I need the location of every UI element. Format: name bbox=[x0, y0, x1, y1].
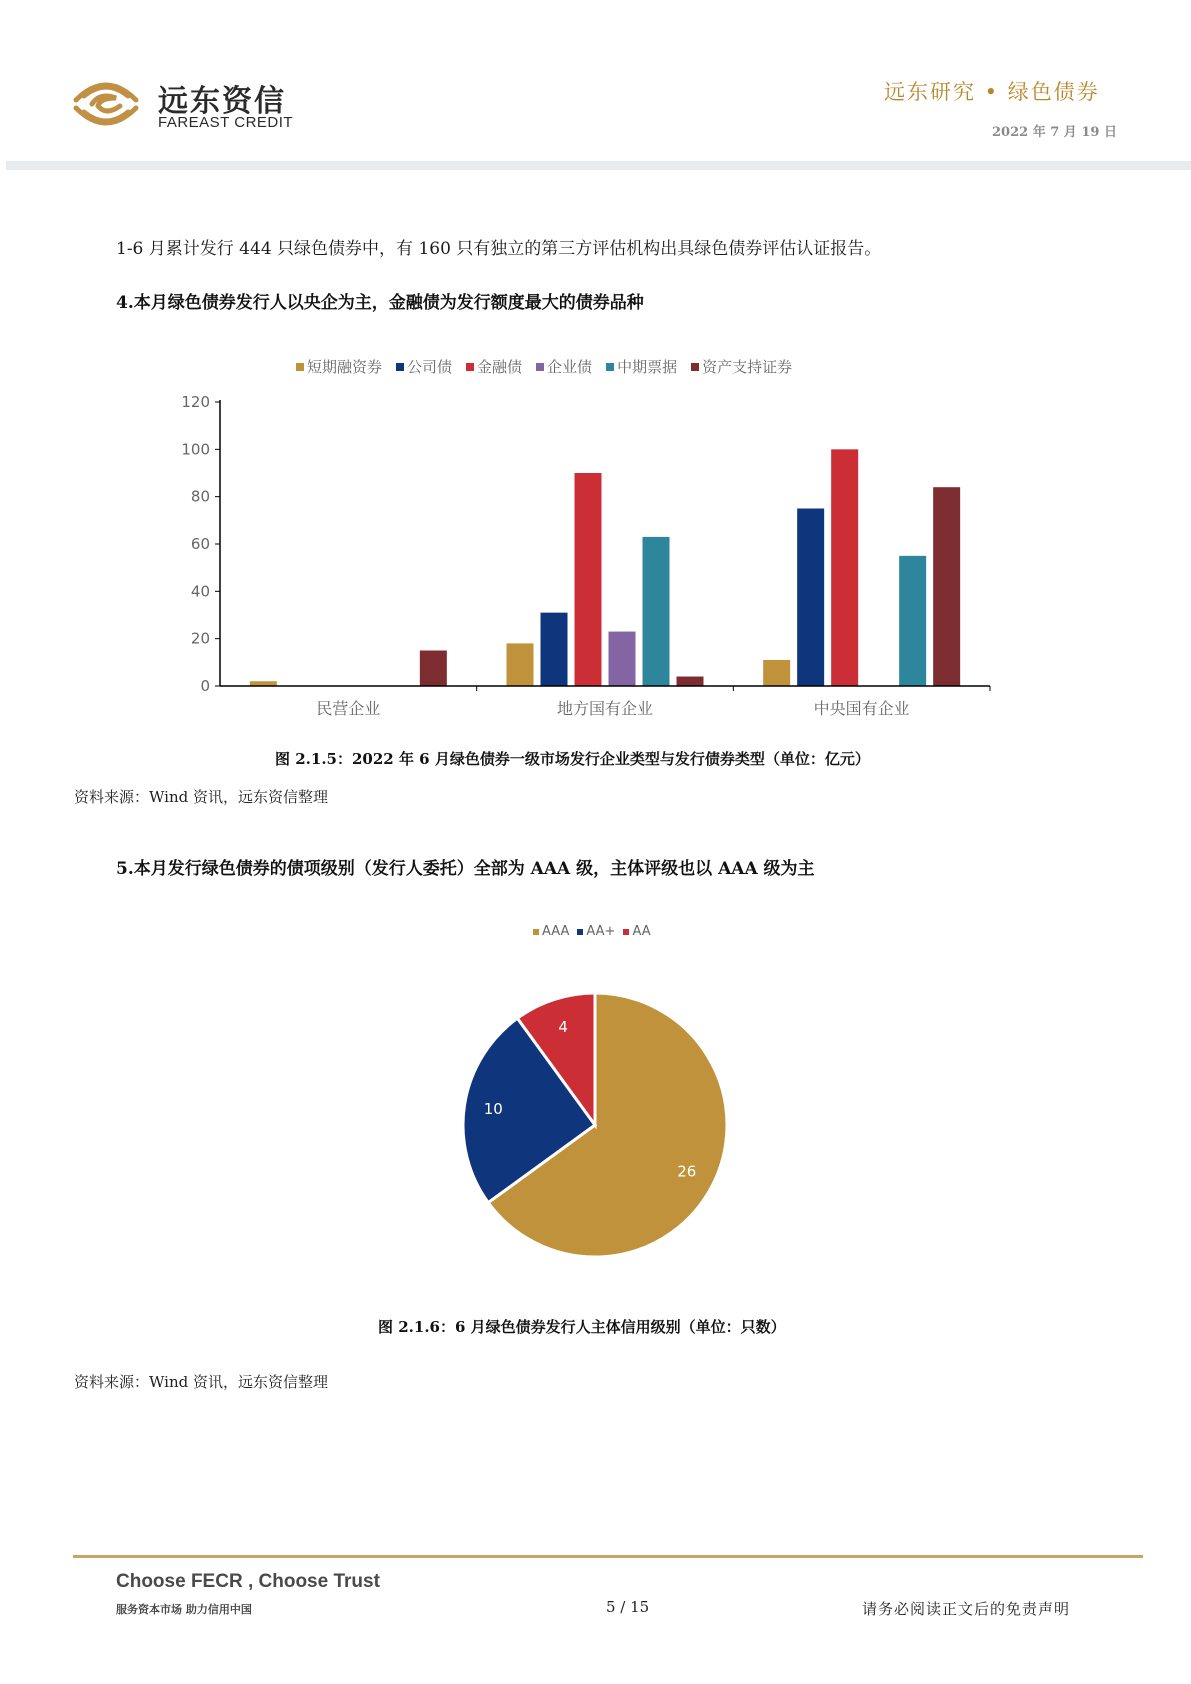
figure-caption-2-1-6: 图 2.1.6：6 月绿色债券发行人主体信用级别（单位：只数） bbox=[378, 1318, 786, 1336]
svg-text:0: 0 bbox=[200, 677, 210, 695]
x-axis bbox=[316, 686, 990, 718]
svg-text:120: 120 bbox=[181, 393, 210, 411]
footer-slogan: 服务资本市场 助力信用中国 bbox=[116, 1603, 252, 1616]
figure-caption-2-1-5: 图 2.1.5：2022 年 6 月绿色债券一级市场发行企业类型与发行债券类型（单位：亿元） bbox=[275, 750, 870, 768]
header-date: 2022 年 7 月 19 日 bbox=[992, 125, 1117, 140]
fareast-logo-icon bbox=[70, 74, 142, 132]
pie-chart-legend bbox=[533, 924, 651, 939]
svg-text:中央国有企业: 中央国有企业 bbox=[813, 699, 910, 718]
logo bbox=[70, 74, 142, 132]
source-note-2: 资料来源：Wind 资讯，远东资信整理 bbox=[74, 1373, 328, 1391]
section-heading-5: 5.本月发行绿色债券的债项级别（发行人委托）全部为 AAA 级，主体评级也以 AAA 级为主 bbox=[116, 859, 815, 879]
footer-brand: Choose FECR , Choose Trust bbox=[116, 1571, 380, 1592]
legend-item: AAA bbox=[533, 924, 569, 939]
bar bbox=[541, 613, 568, 686]
bar bbox=[831, 449, 858, 686]
bar bbox=[933, 487, 960, 686]
legend-item: 短期融资券 bbox=[296, 356, 382, 377]
legend-swatch-icon bbox=[623, 929, 629, 935]
bar bbox=[507, 643, 534, 686]
svg-text:20: 20 bbox=[190, 629, 210, 648]
legend-swatch-icon bbox=[466, 363, 474, 371]
bar bbox=[420, 651, 447, 687]
bar bbox=[899, 556, 926, 686]
legend-item: 资产支持证券 bbox=[691, 356, 792, 377]
legend-swatch-icon bbox=[533, 929, 539, 935]
header-title: 远东研究 • 绿色债券 bbox=[884, 80, 1100, 104]
bar-series bbox=[250, 449, 960, 686]
source-note-1: 资料来源：Wind 资讯，远东资信整理 bbox=[74, 788, 328, 806]
legend-item: AA+ bbox=[577, 924, 615, 939]
legend-item: 企业债 bbox=[536, 356, 592, 377]
legend-swatch-icon bbox=[606, 363, 614, 371]
legend-item: 公司债 bbox=[396, 356, 452, 377]
pie-data-label: 4 bbox=[558, 1018, 568, 1037]
legend-swatch-icon bbox=[577, 929, 583, 935]
header-divider bbox=[6, 161, 1191, 170]
svg-text:民营企业: 民营企业 bbox=[316, 699, 381, 718]
legend-item: AA bbox=[623, 924, 650, 939]
legend-item: 中期票据 bbox=[606, 356, 677, 377]
legend-swatch-icon bbox=[396, 363, 404, 371]
svg-text:60: 60 bbox=[190, 535, 210, 553]
pie-data-label: 10 bbox=[483, 1099, 503, 1118]
legend-swatch-icon bbox=[536, 363, 544, 371]
bar bbox=[609, 632, 636, 686]
section-heading-4: 4.本月绿色债券发行人以央企为主，金融债为发行额度最大的债券品种 bbox=[116, 293, 644, 313]
bar-chart bbox=[160, 390, 1010, 730]
svg-text:100: 100 bbox=[181, 440, 210, 459]
bar bbox=[797, 509, 824, 687]
y-axis bbox=[181, 393, 220, 695]
bar bbox=[677, 677, 704, 686]
legend-swatch-icon bbox=[691, 363, 699, 371]
logo-text-en: FAREAST CREDIT bbox=[158, 114, 294, 131]
bar bbox=[643, 537, 670, 686]
bar-chart-legend bbox=[296, 356, 792, 377]
pie-chart bbox=[455, 985, 735, 1265]
legend-swatch-icon bbox=[296, 363, 304, 371]
svg-text:地方国有企业: 地方国有企业 bbox=[556, 699, 654, 718]
intro-paragraph: 1-6 月累计发行 444 只绿色债券中，有 160 只有独立的第三方评估机构出具绿色债券评估认证报告。 bbox=[116, 239, 882, 259]
svg-text:80: 80 bbox=[190, 487, 210, 506]
bar bbox=[763, 660, 790, 686]
bar bbox=[575, 473, 602, 686]
pie-data-label: 26 bbox=[677, 1162, 697, 1181]
footer-divider bbox=[73, 1555, 1143, 1558]
legend-item: 金融债 bbox=[466, 356, 522, 377]
page-number: 5 / 15 bbox=[606, 1598, 650, 1616]
logo-text-cn: 远东资信 bbox=[158, 84, 286, 119]
disclaimer-link[interactable]: 请务必阅读正文后的免责声明 bbox=[862, 1600, 1071, 1618]
svg-text:40: 40 bbox=[190, 582, 210, 601]
